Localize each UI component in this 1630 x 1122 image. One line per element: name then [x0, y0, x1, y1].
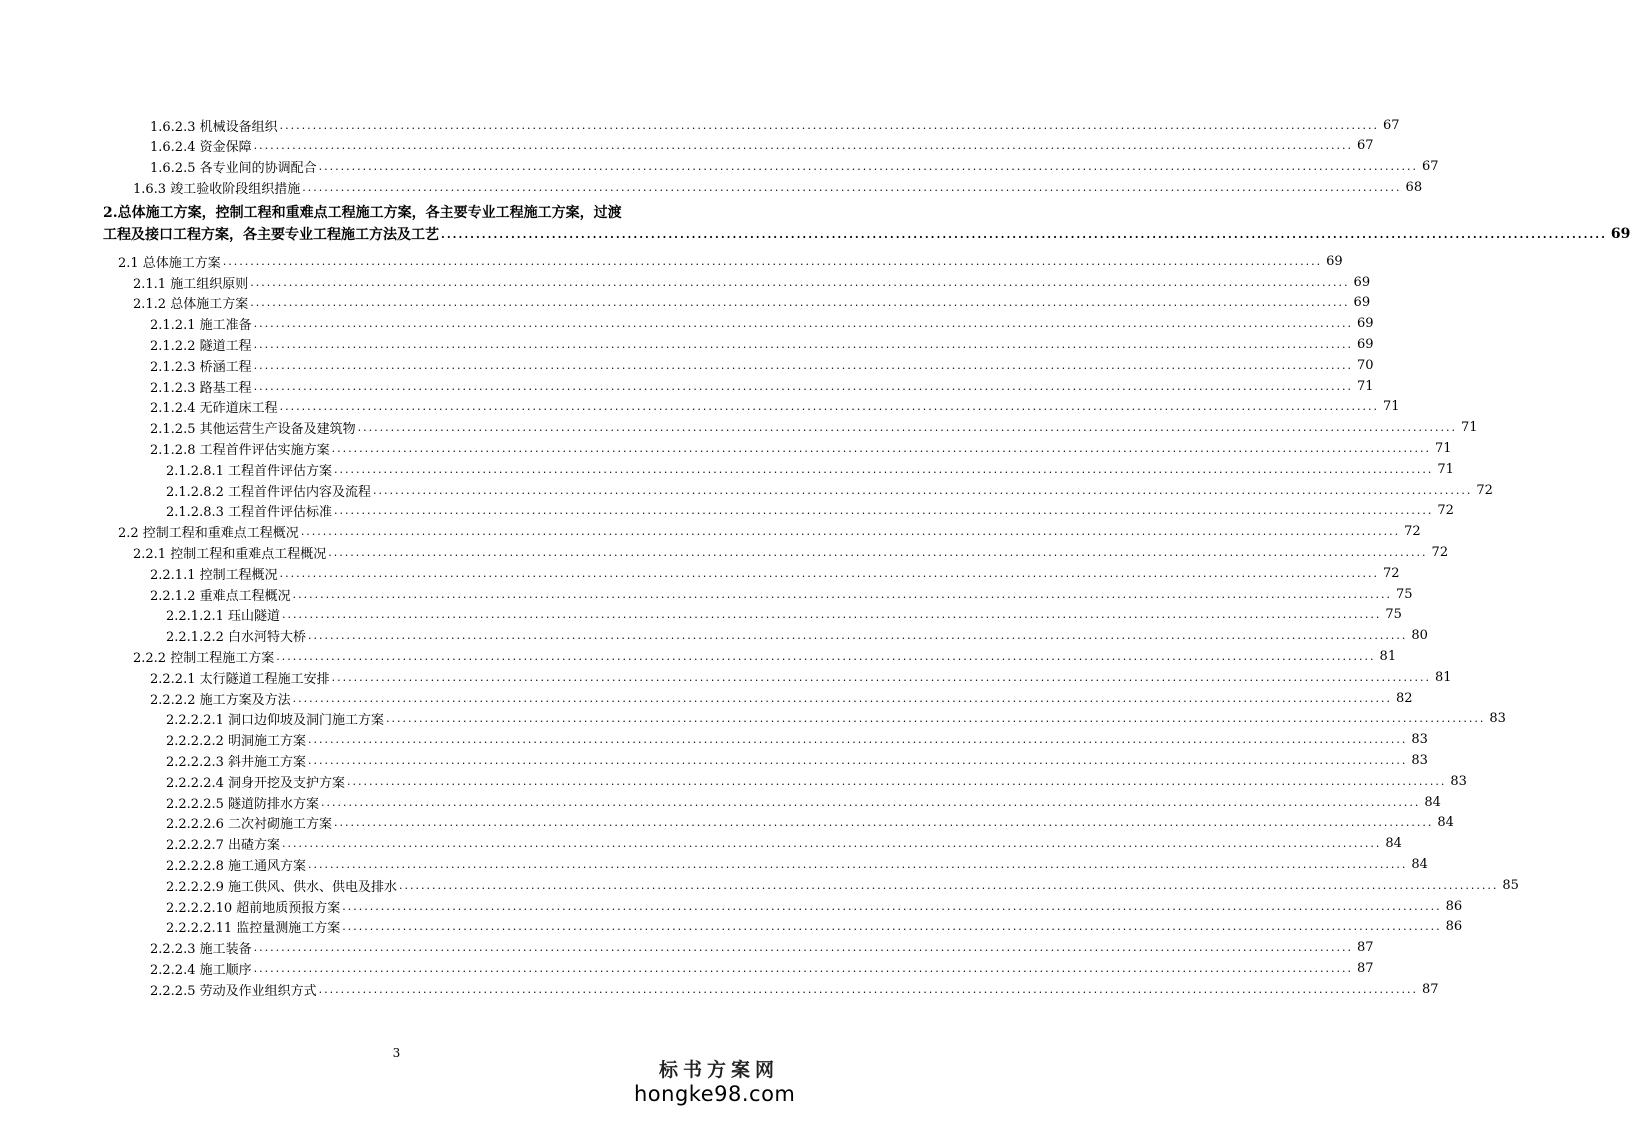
toc-entry[interactable] [166, 771, 1467, 791]
toc-entry-page: 72 [1437, 503, 1454, 519]
toc-entry-leader: ........................................................................................................................................................................................................ [279, 400, 1379, 414]
toc-entry[interactable] [150, 355, 1374, 375]
toc-entry[interactable] [166, 750, 1428, 770]
toc-entry[interactable] [166, 626, 1428, 646]
toc-entry-title: 2.2.2.2.5 隧道防排水方案 [166, 796, 320, 812]
toc-entry-title: 2.2.2.2.9 施工供风、供水、供电及排水 [166, 879, 398, 895]
toc-entry-page: 80 [1411, 628, 1428, 644]
toc-entry[interactable] [150, 563, 1400, 583]
toc-entry[interactable] [150, 136, 1374, 156]
toc-entry[interactable] [166, 854, 1428, 874]
toc-entry[interactable] [150, 688, 1413, 708]
toc-entry-leader: ........................................................................................................................................................................................................ [373, 483, 1473, 497]
toc-entry-page: 71 [1434, 440, 1452, 456]
toc-entry-page: 71 [1382, 399, 1400, 415]
toc-entry-page: 67 [1382, 117, 1400, 133]
toc-entry-leader: ........................................................................................................................................................................................................ [282, 608, 1382, 622]
toc-entry-leader: ........................................................................................................................................................................................................ [253, 941, 1353, 955]
toc-entry[interactable] [150, 314, 1374, 334]
toc-entry[interactable] [166, 605, 1402, 625]
toc-entry[interactable] [133, 542, 1449, 562]
toc-entry-title: 2.1.2.8 工程首件评估实施方案 [150, 442, 330, 458]
toc-entry-title: 2.2.2.5 劳动及作业组织方式 [150, 983, 317, 999]
toc-entry-page: 69 [1353, 295, 1371, 311]
toc-entry-page: 85 [1502, 877, 1519, 893]
toc-entry-leader: ........................................................................................................................................................................................................ [334, 816, 1434, 830]
toc-entry-title: 2.2 控制工程和重难点工程概况 [118, 526, 299, 542]
toc-entry-leader: ........................................................................................................................................................................................................ [342, 920, 1442, 934]
toc-entry-leader: ........................................................................................................................................................................................................ [279, 118, 1379, 132]
toc-entry-page: 67 [1356, 138, 1374, 154]
toc-entry[interactable] [166, 792, 1441, 812]
toc-entry-leader: ........................................................................................................................................................................................................ [334, 504, 1434, 518]
toc-entry-title: 2.2.2.2.8 施工通风方案 [166, 858, 307, 874]
toc-entry[interactable] [150, 376, 1374, 396]
toc-entry-leader: ........................................................................................................................................................................................................ [441, 227, 1607, 241]
toc-entry-page: 67 [1421, 159, 1439, 175]
toc-entry-leader: ........................................................................................................................................................................................................ [300, 525, 1401, 539]
toc-entry-title: 2.2.2.2.4 洞身开挖及支护方案 [166, 775, 346, 791]
toc-entry-title: 2.2.2.2.6 二次衬砌施工方案 [166, 817, 333, 833]
toc-entry-title: 2.2.2.1 太行隧道工程施工安排 [150, 671, 330, 687]
toc-entry-title: 2.2.2.2.2 明洞施工方案 [166, 734, 307, 750]
toc-entry-title: 1.6.2.4 资金保障 [150, 140, 252, 156]
toc-entry-leader: ........................................................................................................................................................................................................ [399, 878, 1499, 892]
toc-entry[interactable] [133, 646, 1397, 666]
toc-entry[interactable] [166, 834, 1402, 854]
toc-entry-title: 1.6.3 竣工验收阶段组织措施 [133, 181, 301, 197]
toc-entry-title: 2.1.2.3 桥涵工程 [150, 359, 252, 375]
toc-entry-page: 84 [1385, 836, 1402, 852]
toc-entry-page: 83 [1489, 711, 1506, 727]
toc-entry-title: 2.2.2.2.3 斜井施工方案 [166, 754, 307, 770]
toc-entry-title: 2.1.2.3 路基工程 [150, 380, 252, 396]
toc-entry-leader: ........................................................................................................................................................................................................ [292, 691, 1392, 705]
toc-entry-leader: ........................................................................................................................................................................................................ [276, 649, 1376, 663]
toc-entry-title: 1.6.2.5 各专业间的协调配合 [150, 161, 317, 177]
toc-entry-page: 86 [1445, 919, 1463, 935]
toc-entry-leader: ........................................................................................................................................................................................................ [253, 961, 1353, 975]
toc-entry-leader: ........................................................................................................................................................................................................ [334, 462, 1434, 476]
toc-entry-leader: ........................................................................................................................................................................................................ [253, 379, 1353, 393]
toc-entry[interactable] [150, 584, 1413, 604]
toc-entry-leader: ........................................................................................................................................................................................................ [279, 566, 1379, 580]
toc-entry-page: 84 [1437, 815, 1454, 831]
toc-entry-page: 72 [1476, 482, 1493, 498]
toc-entry-page: 86 [1445, 898, 1463, 914]
toc-entry[interactable] [150, 938, 1374, 958]
toc-entry-leader: ........................................................................................................................................................................................................ [342, 899, 1442, 913]
toc-entry[interactable] [150, 418, 1478, 438]
toc-entry-leader: ........................................................................................................................................................................................................ [253, 337, 1353, 351]
toc-entry-leader: ........................................................................................................................................................................................................ [253, 358, 1353, 372]
toc-entry-leader: ........................................................................................................................................................................................................ [253, 317, 1353, 331]
toc-entry-title: 2.1.2.4 无砟道床工程 [150, 401, 278, 417]
toc-entry-leader: ........................................................................................................................................................................................................ [308, 629, 1408, 643]
toc-entry-leader: ........................................................................................................................................................................................................ [250, 275, 1350, 289]
toc-entry[interactable] [166, 709, 1506, 729]
toc-entry[interactable] [133, 293, 1371, 313]
toc-entry-title: 2.2.2.4 施工顺序 [150, 962, 252, 978]
toc-entry-page: 71 [1460, 420, 1478, 436]
toc-entry[interactable] [150, 979, 1439, 999]
toc-entry-title: 2.2.1 控制工程和重难点工程概况 [133, 546, 327, 562]
toc-entry-title: 2.1.2.8.2 工程首件评估内容及流程 [166, 484, 372, 500]
toc-entry-page: 70 [1356, 357, 1374, 373]
toc-entry-page: 87 [1356, 960, 1374, 976]
toc-entry-page: 71 [1437, 461, 1454, 477]
toc-entry[interactable] [133, 177, 1423, 197]
toc-entry-leader: ........................................................................................................................................................................................................ [331, 670, 1431, 684]
toc-entry-leader: ........................................................................................................................................................................................................ [318, 982, 1418, 996]
toc-entry-page: 69 [1610, 226, 1630, 243]
toc-entry-title: 2.1.2.8.3 工程首件评估标准 [166, 505, 333, 521]
toc-entry[interactable] [150, 667, 1452, 687]
toc-entry-leader: ........................................................................................................................................................................................................ [302, 180, 1402, 194]
toc-entry-leader: ........................................................................................................................................................................................................ [331, 441, 1431, 455]
toc-entry-title: 2.2.2.2.1 洞口边仰坡及洞门施工方案 [166, 713, 385, 729]
toc-entry-title: 1.6.2.3 机械设备组织 [150, 119, 278, 135]
toc-entry-title: 2.2.1.2 重难点工程概况 [150, 588, 291, 604]
toc-entry-leader: ........................................................................................................................................................................................................ [292, 587, 1392, 601]
toc-entry-page: 87 [1356, 940, 1374, 956]
toc-entry-page: 72 [1404, 524, 1421, 540]
toc-entry-page: 87 [1421, 981, 1439, 997]
toc-entry-title: 2.2.2.2.10 超前地质预报方案 [166, 900, 341, 916]
toc-entry-leader: ........................................................................................................................................................................................................ [347, 774, 1447, 788]
toc-entry-page: 69 [1353, 274, 1371, 290]
toc-entry[interactable] [103, 224, 1630, 244]
toc-entry[interactable] [166, 730, 1428, 750]
toc-entry[interactable] [150, 334, 1374, 354]
toc-entry-page: 84 [1411, 856, 1428, 872]
toc-entry-leader: ........................................................................................................................................................................................................ [253, 139, 1353, 153]
toc-entry[interactable] [166, 917, 1463, 937]
toc-entry[interactable] [133, 272, 1371, 292]
toc-entry-page: 81 [1379, 648, 1397, 664]
toc-entry-leader: ........................................................................................................................................................................................................ [282, 837, 1382, 851]
toc-entry-page: 69 [1356, 336, 1374, 352]
toc-entry-leader: ........................................................................................................................................................................................................ [357, 421, 1457, 435]
toc-entry-title: 2.2.2.2 施工方案及方法 [150, 692, 291, 708]
toc-entry[interactable] [166, 459, 1454, 479]
toc-entry[interactable] [166, 501, 1454, 521]
toc-entry-title: 2.1.2 总体施工方案 [133, 297, 249, 313]
toc-entry[interactable] [150, 438, 1452, 458]
toc-entry-leader: ........................................................................................................................................................................................................ [321, 795, 1421, 809]
toc-entry[interactable] [103, 202, 694, 222]
toc-entry-page: 69 [1326, 253, 1343, 269]
toc-entry-page: 72 [1382, 565, 1400, 581]
toc-entry-page: 68 [1405, 179, 1423, 195]
toc-entry-leader: ........................................................................................................................................................................................................ [386, 712, 1486, 726]
toc-entry-title: 2.1.2.2 隧道工程 [150, 338, 252, 354]
toc-entry-title: 2.2.1.1 控制工程概况 [150, 567, 278, 583]
toc-entry-page: 75 [1395, 586, 1413, 602]
watermark-url: hongke98.com [634, 1082, 796, 1106]
toc-entry-page: 82 [1395, 690, 1413, 706]
toc-entry-title: 2.1.2.8.1 工程首件评估方案 [166, 463, 333, 479]
toc-entry-title: 2.2.1.2.1 珏山隧道 [166, 609, 281, 625]
toc-entry-page: 81 [1434, 669, 1452, 685]
toc-entry-title: 2.2.2.2.11 监控量测施工方案 [166, 921, 341, 937]
toc-entry-title: 2.2.2.3 施工装备 [150, 942, 252, 958]
watermark-title: 标书方案网 [658, 1059, 779, 1081]
toc-entry-page: 71 [1356, 378, 1374, 394]
toc-entry-title: 2.2.1.2.2 白水河特大桥 [166, 630, 307, 646]
toc-entry-title: 2.1 总体施工方案 [118, 255, 221, 271]
toc-entry-title: 2.2.2 控制工程施工方案 [133, 650, 275, 666]
toc-entry[interactable] [150, 958, 1374, 978]
toc-entry-page: 72 [1431, 544, 1449, 560]
toc-entry[interactable] [150, 157, 1439, 177]
toc-entry-title: 2.1.2.1 施工准备 [150, 318, 252, 334]
toc-entry-title: 2.1.1 施工组织原则 [133, 276, 249, 292]
toc-entry-leader: ........................................................................................................................................................................................................ [318, 160, 1418, 174]
toc-entry-title: 2.总体施工方案，控制工程和重难点工程施工方案，各主要专业工程施工方案，过渡 [103, 205, 622, 222]
toc-entry-title: 工程及接口工程方案，各主要专业工程施工方法及工艺 [103, 227, 439, 244]
toc-entry-page: 84 [1424, 794, 1441, 810]
toc-entry-title: 2.1.2.5 其他运营生产设备及建筑物 [150, 422, 356, 438]
toc-entry[interactable] [166, 480, 1493, 500]
page-number: 3 [392, 1046, 401, 1060]
toc-entry-leader: ........................................................................................................................................................................................................ [308, 733, 1408, 747]
watermark [634, 1055, 796, 1106]
toc-entry-page: 83 [1450, 773, 1467, 789]
toc-entry-title: 2.2.2.2.7 出碴方案 [166, 838, 281, 854]
toc-entry[interactable] [166, 813, 1454, 833]
toc-entry-leader: ........................................................................................................................................................................................................ [308, 857, 1408, 871]
toc-entry-leader: ........................................................................................................................................................................................................ [308, 753, 1408, 767]
toc-entry[interactable] [166, 875, 1519, 895]
toc-entry-page: 83 [1411, 752, 1428, 768]
toc-entry[interactable] [150, 115, 1400, 135]
toc-entry[interactable] [118, 251, 1343, 271]
toc-entry-page: 75 [1385, 607, 1402, 623]
toc-entry-leader: ........................................................................................................................................................................................................ [328, 545, 1428, 559]
toc-entry[interactable] [150, 397, 1400, 417]
toc-entry[interactable] [166, 896, 1463, 916]
toc-entry-leader: ........................................................................................................................................................................................................ [250, 296, 1350, 310]
toc-entry-page: 69 [1356, 316, 1374, 332]
toc-entry[interactable] [118, 522, 1421, 542]
toc-entry-page: 83 [1411, 732, 1428, 748]
toc-entry-leader: ........................................................................................................................................................................................................ [222, 254, 1323, 268]
